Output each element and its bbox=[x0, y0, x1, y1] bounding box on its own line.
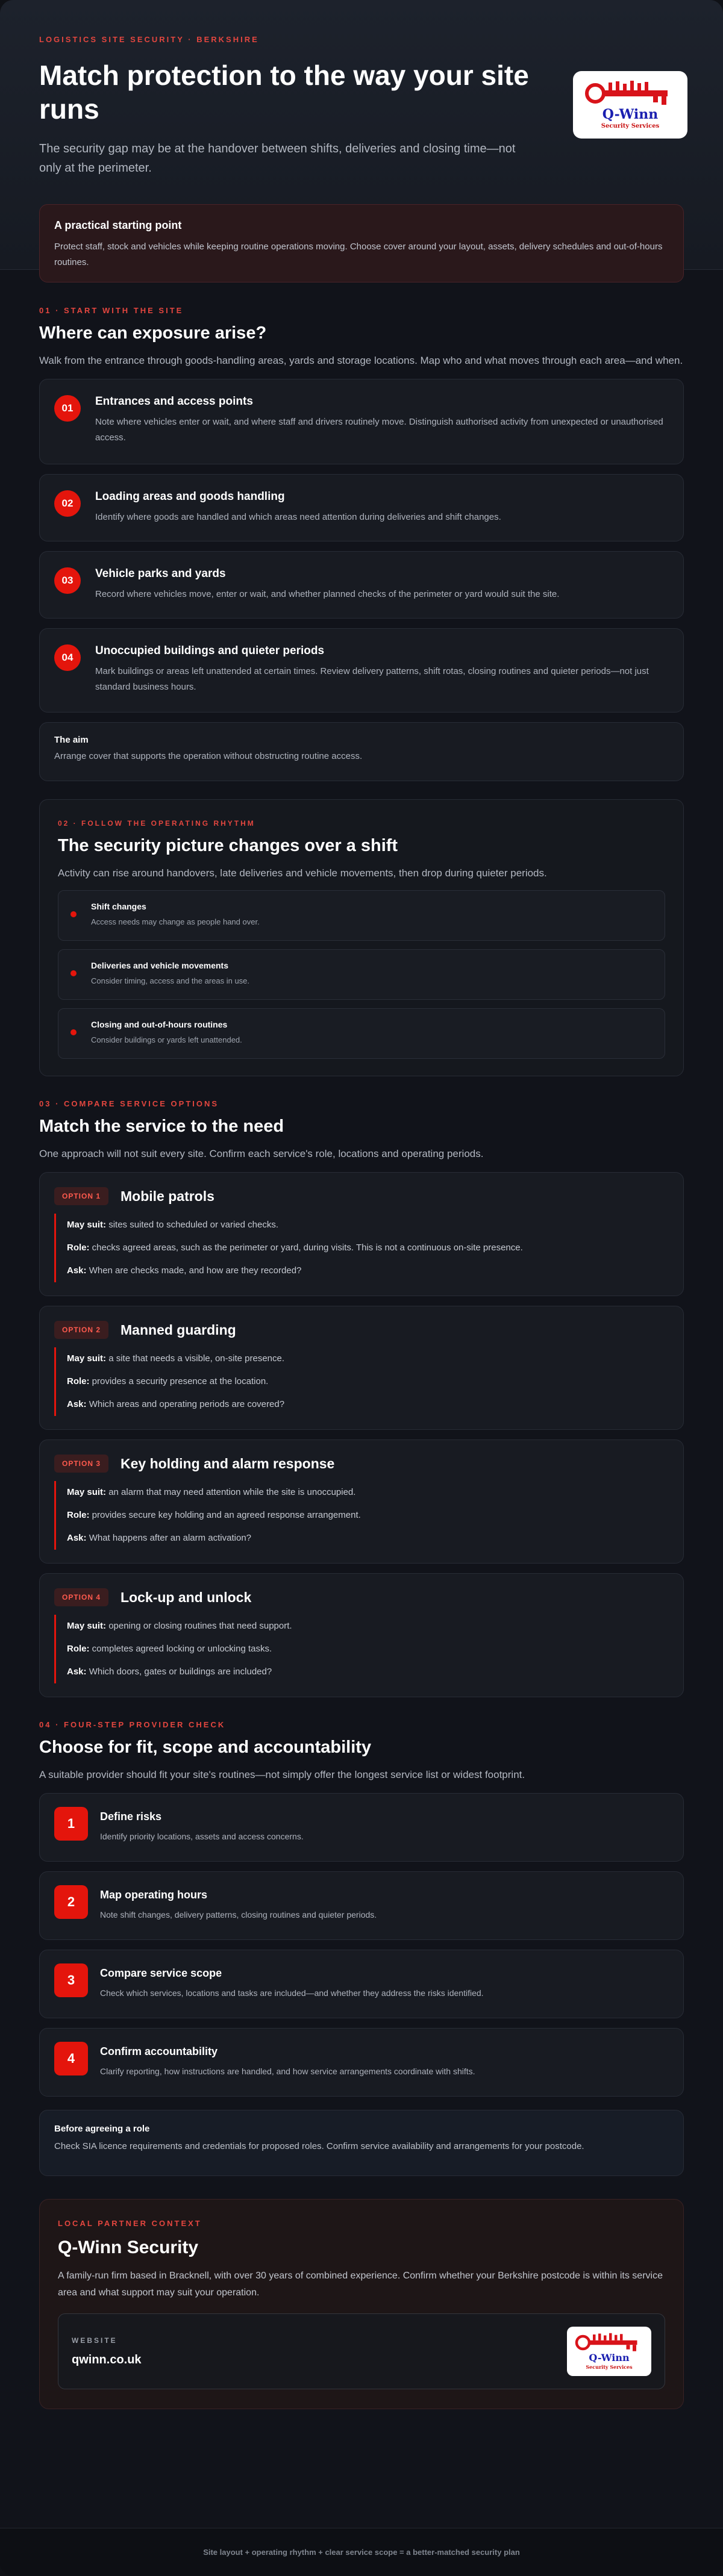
step-number-badge: 2 bbox=[54, 1885, 88, 1919]
bullet-dot-icon bbox=[70, 911, 77, 917]
exposure-item-text: Note where vehicles enter or wait, and where staff and drivers routinely move. Distinguish authorised activity from unexpected or unauthorised access. bbox=[95, 417, 663, 443]
website-link[interactable]: qwinn.co.uk bbox=[72, 2353, 142, 2366]
logo-brand-text: Q-Winn bbox=[589, 2352, 630, 2363]
section2-title: The security picture changes over a shift bbox=[58, 836, 398, 855]
rhythm-item bbox=[58, 1008, 665, 1059]
section2-eyebrow: 02 · FOLLOW THE OPERATING RHYTHM bbox=[58, 819, 255, 828]
section4-title: Choose for fit, scope and accountability bbox=[39, 1738, 372, 1757]
option-title: Mobile patrols bbox=[120, 1188, 214, 1204]
rhythm-item-text: Consider buildings or yards left unattended. bbox=[91, 1035, 242, 1044]
rhythm-item bbox=[58, 949, 665, 1000]
option-title: Key holding and alarm response bbox=[120, 1455, 335, 1471]
before-role-title: Before agreeing a role bbox=[54, 2124, 150, 2134]
company-logo bbox=[573, 71, 687, 139]
rhythm-item-text: Consider timing, access and the areas in use. bbox=[91, 976, 250, 985]
step-title: Define risks bbox=[100, 1810, 162, 1823]
step-text: Identify priority locations, assets and access concerns. bbox=[100, 1832, 304, 1841]
footer-summary: Site layout + operating rhythm + clear service scope = a better-matched security plan bbox=[203, 2548, 520, 2557]
option-ask: Ask: Which areas and operating periods are covered? bbox=[67, 1399, 285, 1409]
service-option-card bbox=[39, 1172, 684, 1296]
aim-box bbox=[39, 722, 684, 781]
exposure-item bbox=[39, 551, 684, 619]
exposure-item-title: Vehicle parks and yards bbox=[95, 567, 226, 580]
option-badge: OPTION 1 bbox=[54, 1187, 108, 1205]
option-role: Role: provides secure key holding and an agreed response arrangement. bbox=[67, 1510, 361, 1520]
rhythm-item bbox=[58, 890, 665, 941]
website-label: WEBSITE bbox=[72, 2336, 117, 2345]
option-may-suit: May suit: an alarm that may need attention while the site is unoccupied. bbox=[67, 1487, 356, 1497]
exposure-item-text: Identify where goods are handled and which areas need attention during deliveries and shift changes. bbox=[95, 512, 501, 522]
service-option-card bbox=[39, 1573, 684, 1697]
hero-eyebrow: LOGISTICS SITE SECURITY · BERKSHIRE bbox=[39, 35, 259, 44]
website-box bbox=[58, 2313, 665, 2389]
rhythm-item-text: Access needs may change as people hand over. bbox=[91, 917, 260, 926]
step-text: Check which services, locations and tasks are included—and whether they address the risks identified. bbox=[100, 1988, 484, 1998]
rhythm-item-title: Shift changes bbox=[91, 902, 146, 911]
hero-title: Match protection to the way your site runs bbox=[39, 60, 529, 125]
aim-text: Arrange cover that supports the operation without obstructing routine access. bbox=[54, 751, 363, 761]
option-ask: Ask: When are checks made, and how are they recorded? bbox=[67, 1265, 302, 1276]
option-role: Role: completes agreed locking or unlocking tasks. bbox=[67, 1644, 272, 1654]
section4-desc: A suitable provider should fit your site's routines—not simply offer the longest service list or widest footprint. bbox=[39, 1769, 525, 1780]
callout-text: Protect staff, stock and vehicles while keeping routine operations moving. Choose cover around your layout, assets, delivery schedules and out-of-hours routines. bbox=[54, 242, 663, 267]
key-logo-icon bbox=[582, 80, 678, 109]
step-text: Note shift changes, delivery patterns, closing routines and quieter periods. bbox=[100, 1910, 377, 1920]
starting-point-callout bbox=[39, 204, 684, 282]
step-number-badge: 3 bbox=[54, 1963, 88, 1997]
exposure-item bbox=[39, 379, 684, 464]
step-number-badge: 01 bbox=[54, 395, 81, 422]
option-title: Lock-up and unlock bbox=[120, 1589, 252, 1605]
section-operating-rhythm bbox=[39, 799, 684, 1076]
option-role: Role: provides a security presence at the location. bbox=[67, 1376, 269, 1386]
exposure-item bbox=[39, 628, 684, 713]
option-badge: OPTION 3 bbox=[54, 1455, 108, 1473]
callout-title: A practical starting point bbox=[54, 219, 182, 231]
section1-title: Where can exposure arise? bbox=[39, 323, 267, 343]
partner-card bbox=[39, 2199, 684, 2409]
logo-tagline: Security Services bbox=[601, 123, 660, 129]
exposure-item-title: Entrances and access points bbox=[95, 395, 253, 408]
bullet-dot-icon bbox=[70, 970, 77, 976]
aim-title: The aim bbox=[54, 735, 89, 745]
exposure-item bbox=[39, 474, 684, 541]
service-option-card bbox=[39, 1439, 684, 1564]
provider-check-step bbox=[39, 1793, 684, 1862]
option-role: Role: checks agreed areas, such as the perimeter or yard, during visits. This is not a continuous on-site presence. bbox=[67, 1243, 523, 1253]
bullet-dot-icon bbox=[70, 1029, 77, 1035]
hero-subtitle: The security gap may be at the handover between shifts, deliveries and closing time—not only at the perimeter. bbox=[39, 142, 516, 175]
section1-eyebrow: 01 · START WITH THE SITE bbox=[39, 306, 184, 315]
section3-title: Match the service to the need bbox=[39, 1117, 284, 1136]
provider-check-step bbox=[39, 1950, 684, 2018]
step-text: Clarify reporting, how instructions are handled, and how service arrangements coordinate with shifts. bbox=[100, 2066, 475, 2076]
section3-eyebrow: 03 · COMPARE SERVICE OPTIONS bbox=[39, 1099, 219, 1108]
option-badge: OPTION 2 bbox=[54, 1321, 108, 1339]
option-ask: Ask: Which doors, gates or buildings are included? bbox=[67, 1667, 272, 1677]
provider-check-step bbox=[39, 2028, 684, 2097]
step-number-badge: 02 bbox=[54, 490, 81, 517]
service-option-card bbox=[39, 1306, 684, 1430]
option-title: Manned guarding bbox=[120, 1321, 236, 1338]
exposure-item-title: Unoccupied buildings and quieter periods bbox=[95, 644, 325, 657]
partner-eyebrow: LOCAL PARTNER CONTEXT bbox=[58, 2219, 202, 2228]
step-title: Compare service scope bbox=[100, 1967, 222, 1979]
option-may-suit: May suit: opening or closing routines that need support. bbox=[67, 1621, 292, 1631]
section4-eyebrow: 04 · FOUR-STEP PROVIDER CHECK bbox=[39, 1720, 226, 1729]
option-may-suit: May suit: sites suited to scheduled or varied checks. bbox=[67, 1220, 279, 1230]
step-number-badge: 04 bbox=[54, 644, 81, 671]
section-exposure bbox=[0, 306, 723, 2409]
option-badge: OPTION 4 bbox=[54, 1588, 108, 1606]
partner-title: Q-Winn Security bbox=[58, 2238, 199, 2257]
before-role-box bbox=[39, 2110, 684, 2176]
section3-desc: One approach will not suit every site. Confirm each service's role, locations and operating periods. bbox=[39, 1148, 484, 1159]
logo-tagline: Security Services bbox=[586, 2364, 633, 2370]
step-title: Map operating hours bbox=[100, 1889, 208, 1901]
rhythm-item-title: Closing and out-of-hours routines bbox=[91, 1020, 228, 1029]
section1-desc: Walk from the entrance through goods-handling areas, yards and storage locations. Map who and what moves through each area—and when. bbox=[39, 355, 683, 366]
partner-desc: A family-run firm based in Bracknell, with over 30 years of combined experience. Confirm whether your Berkshire postcode is within its service area and what support may suit your operation. bbox=[58, 2271, 663, 2298]
exposure-item-text: Mark buildings or areas left unattended at certain times. Review delivery patterns, shift rotas, closing routines and quieter periods—not just standard business hours. bbox=[95, 666, 649, 692]
step-number-badge: 1 bbox=[54, 1807, 88, 1841]
footer bbox=[0, 2528, 723, 2576]
rhythm-item-title: Deliveries and vehicle movements bbox=[91, 961, 228, 970]
hero bbox=[0, 0, 723, 270]
before-role-text: Check SIA licence requirements and credentials for proposed roles. Confirm service availability and arrangements for your postcode. bbox=[54, 2141, 584, 2151]
step-number-badge: 4 bbox=[54, 2042, 88, 2075]
section2-desc: Activity can rise around handovers, late deliveries and vehicle movements, then drop during quieter periods. bbox=[58, 867, 547, 879]
step-number-badge: 03 bbox=[54, 567, 81, 594]
company-logo-small bbox=[567, 2327, 651, 2376]
key-logo-icon bbox=[573, 2333, 645, 2354]
exposure-item-text: Record where vehicles move, enter or wait, and whether planned checks of the perimeter or yard would suit the site. bbox=[95, 589, 560, 599]
exposure-item-title: Loading areas and goods handling bbox=[95, 490, 285, 503]
step-title: Confirm accountability bbox=[100, 2045, 218, 2057]
option-ask: Ask: What happens after an alarm activation? bbox=[67, 1533, 252, 1543]
option-may-suit: May suit: a site that needs a visible, on-site presence. bbox=[67, 1353, 285, 1364]
provider-check-step bbox=[39, 1871, 684, 1940]
logo-brand-text: Q-Winn bbox=[602, 107, 659, 122]
